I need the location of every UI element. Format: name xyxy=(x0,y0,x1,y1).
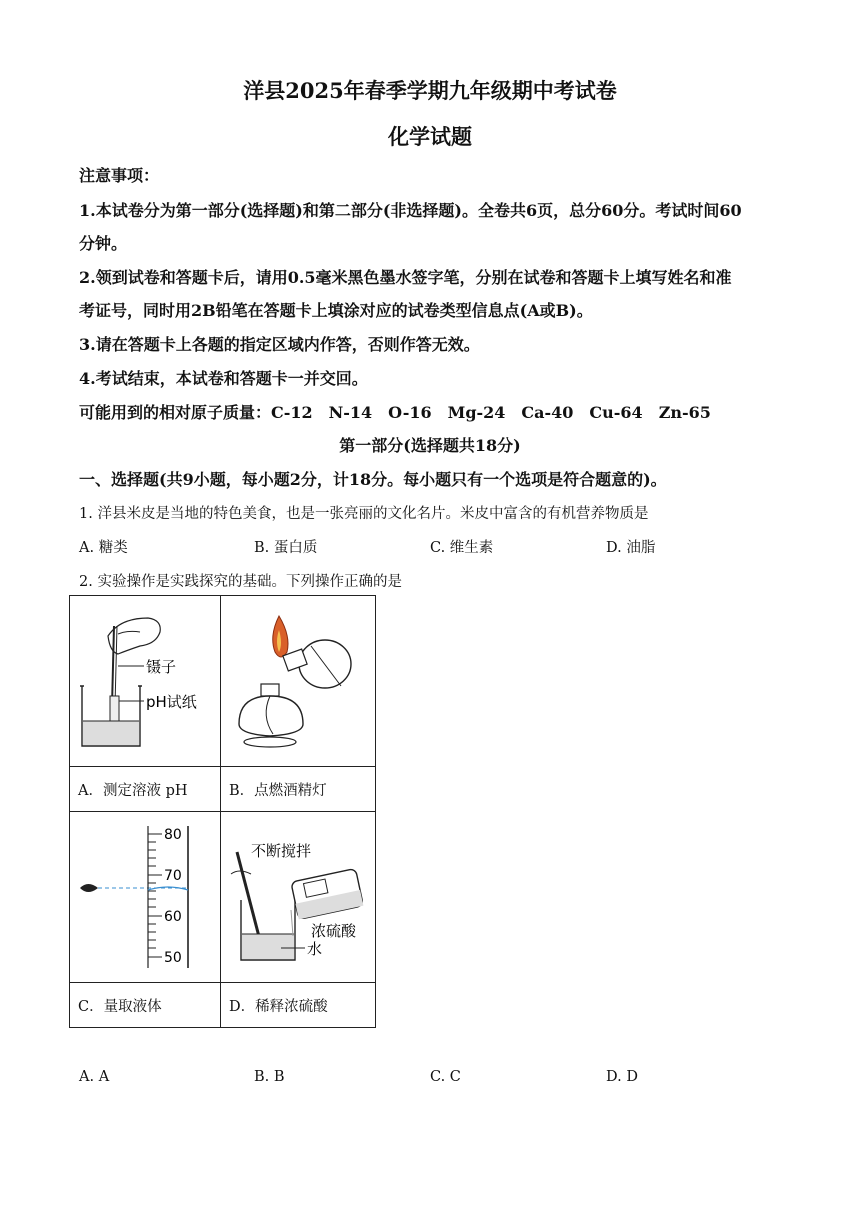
dilution-illustration xyxy=(221,812,375,982)
caption-b: B．点燃酒精灯 xyxy=(221,767,376,812)
notice-heading: 注意事项： xyxy=(79,166,160,185)
q2-option-d[interactable]: D. D xyxy=(606,1069,638,1085)
caption-d: D．稀释浓硫酸 xyxy=(221,983,376,1028)
graduated-cylinder-illustration xyxy=(70,812,220,982)
exam-title: 洋县2025年春季学期九年级期中考试卷 xyxy=(243,78,617,103)
exam-subtitle: 化学试题 xyxy=(388,124,472,149)
stir-label: 不断搅拌 xyxy=(251,842,312,860)
caption-c: C．量取液体 xyxy=(70,983,221,1028)
alcohol-lamp-illustration xyxy=(221,596,375,766)
q2-option-a[interactable]: A. A xyxy=(79,1069,110,1085)
ph-paper-label: pH试纸 xyxy=(146,693,197,711)
question-1-stem: 1. 洋县米皮是当地的特色美食，也是一张亮丽的文化名片。米皮中富含的有机营养物质是 xyxy=(79,506,649,522)
notice-item-4: 4.考试结束，本试卷和答题卡一并交回。 xyxy=(79,369,368,388)
part1-heading: 第一部分(选择题共18分) xyxy=(339,436,521,455)
question-2-stem: 2. 实验操作是实践探究的基础。下列操作正确的是 xyxy=(79,574,402,590)
notice-item-3: 3.请在答题卡上各题的指定区域内作答，否则作答无效。 xyxy=(79,335,480,354)
caption-a: A．测定溶液 pH xyxy=(70,767,221,812)
tick-label-60: 60 xyxy=(164,909,182,925)
figure-a-cell xyxy=(70,596,221,767)
atomic-masses: 可能用到的相对原子质量：C-12 N-14 O-16 Mg-24 Ca-40 Cu-64 Zn-65 xyxy=(79,403,711,422)
notice-item-2-line-1: 2.领到试卷和答题卡后，请用0.5毫米黑色墨水签字笔，分别在试卷和答题卡上填写姓名和准 xyxy=(79,268,732,287)
notice-item-1-line-1: 1.本试卷分为第一部分(选择题)和第二部分(非选择题)。全卷共6页，总分60分。考试时间60 xyxy=(79,201,742,220)
water-label: 水 xyxy=(307,940,323,958)
notice-item-1-line-2: 分钟。 xyxy=(79,234,128,253)
q1-option-a[interactable]: A. 糖类 xyxy=(79,540,128,556)
figure-c-cell xyxy=(70,812,221,983)
tweezers-label: 镊子 xyxy=(146,658,177,676)
tick-label-80: 80 xyxy=(164,827,182,843)
figure-b-cell xyxy=(221,596,376,767)
acid-label: 浓硫酸 xyxy=(311,922,357,940)
q2-figure-table xyxy=(69,595,376,1028)
tick-label-70: 70 xyxy=(164,868,182,884)
figure-d-cell xyxy=(221,812,376,983)
q1-option-c[interactable]: C. 维生素 xyxy=(430,540,494,556)
notice-item-2-line-2: 考证号，同时用2B铅笔在答题卡上填涂对应的试卷类型信息点(A或B)。 xyxy=(79,301,593,320)
tick-label-50: 50 xyxy=(164,950,182,966)
section-heading: 一、选择题(共9小题，每小题2分，计18分。每小题只有一个选项是符合题意的)。 xyxy=(79,470,667,489)
q2-option-c[interactable]: C. C xyxy=(430,1069,461,1085)
q1-option-d[interactable]: D. 油脂 xyxy=(606,540,656,556)
q1-option-b[interactable]: B. 蛋白质 xyxy=(254,540,318,556)
q2-option-b[interactable]: B. B xyxy=(254,1069,285,1085)
ph-test-illustration xyxy=(70,596,220,766)
